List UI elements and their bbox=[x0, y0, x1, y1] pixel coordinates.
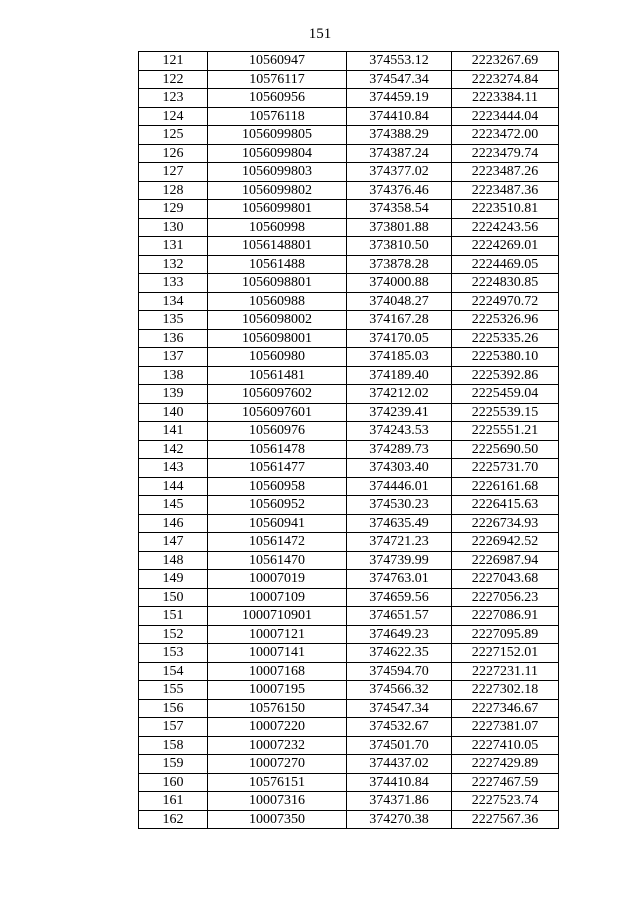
point-id-cell: 1056099804 bbox=[208, 144, 347, 163]
row-number-cell: 154 bbox=[139, 662, 208, 681]
y-coordinate-cell: 2225551.21 bbox=[452, 422, 559, 441]
x-coordinate-cell: 374410.84 bbox=[347, 773, 452, 792]
y-coordinate-cell: 2227095.89 bbox=[452, 625, 559, 644]
table-row bbox=[139, 348, 559, 367]
x-coordinate-cell: 374289.73 bbox=[347, 440, 452, 459]
x-coordinate-cell: 374659.56 bbox=[347, 588, 452, 607]
point-id-cell: 1056098801 bbox=[208, 274, 347, 293]
row-number-cell: 141 bbox=[139, 422, 208, 441]
x-coordinate-cell: 374239.41 bbox=[347, 403, 452, 422]
table-row bbox=[139, 89, 559, 108]
y-coordinate-cell: 2227467.59 bbox=[452, 773, 559, 792]
x-coordinate-cell: 374243.53 bbox=[347, 422, 452, 441]
row-number-cell: 161 bbox=[139, 792, 208, 811]
table-row bbox=[139, 237, 559, 256]
y-coordinate-cell: 2226161.68 bbox=[452, 477, 559, 496]
point-id-cell: 1056099805 bbox=[208, 126, 347, 145]
row-number-cell: 162 bbox=[139, 810, 208, 829]
y-coordinate-cell: 2227429.89 bbox=[452, 755, 559, 774]
y-coordinate-cell: 2227152.01 bbox=[452, 644, 559, 663]
table-row bbox=[139, 718, 559, 737]
table-row bbox=[139, 607, 559, 626]
point-id-cell: 1056148801 bbox=[208, 237, 347, 256]
point-id-cell: 10576150 bbox=[208, 699, 347, 718]
table-row bbox=[139, 792, 559, 811]
y-coordinate-cell: 2225731.70 bbox=[452, 459, 559, 478]
x-coordinate-cell: 374547.34 bbox=[347, 699, 452, 718]
point-id-cell: 10560956 bbox=[208, 89, 347, 108]
point-id-cell: 1056099801 bbox=[208, 200, 347, 219]
point-id-cell: 10560947 bbox=[208, 52, 347, 71]
y-coordinate-cell: 2225539.15 bbox=[452, 403, 559, 422]
row-number-cell: 146 bbox=[139, 514, 208, 533]
row-number-cell: 137 bbox=[139, 348, 208, 367]
y-coordinate-cell: 2227056.23 bbox=[452, 588, 559, 607]
x-coordinate-cell: 374377.02 bbox=[347, 163, 452, 182]
x-coordinate-cell: 374530.23 bbox=[347, 496, 452, 515]
table-row bbox=[139, 218, 559, 237]
y-coordinate-cell: 2225380.10 bbox=[452, 348, 559, 367]
row-number-cell: 131 bbox=[139, 237, 208, 256]
table-row bbox=[139, 274, 559, 293]
row-number-cell: 128 bbox=[139, 181, 208, 200]
row-number-cell: 138 bbox=[139, 366, 208, 385]
x-coordinate-cell: 374649.23 bbox=[347, 625, 452, 644]
row-number-cell: 123 bbox=[139, 89, 208, 108]
x-coordinate-cell: 374446.01 bbox=[347, 477, 452, 496]
x-coordinate-cell: 374553.12 bbox=[347, 52, 452, 71]
point-id-cell: 10560958 bbox=[208, 477, 347, 496]
x-coordinate-cell: 373878.28 bbox=[347, 255, 452, 274]
row-number-cell: 125 bbox=[139, 126, 208, 145]
row-number-cell: 160 bbox=[139, 773, 208, 792]
x-coordinate-cell: 374635.49 bbox=[347, 514, 452, 533]
point-id-cell: 10560941 bbox=[208, 514, 347, 533]
table-row bbox=[139, 440, 559, 459]
y-coordinate-cell: 2225326.96 bbox=[452, 311, 559, 330]
x-coordinate-cell: 374303.40 bbox=[347, 459, 452, 478]
table-row bbox=[139, 625, 559, 644]
row-number-cell: 135 bbox=[139, 311, 208, 330]
x-coordinate-cell: 374387.24 bbox=[347, 144, 452, 163]
y-coordinate-cell: 2227346.67 bbox=[452, 699, 559, 718]
table-row bbox=[139, 644, 559, 663]
row-number-cell: 139 bbox=[139, 385, 208, 404]
y-coordinate-cell: 2223510.81 bbox=[452, 200, 559, 219]
x-coordinate-cell: 374167.28 bbox=[347, 311, 452, 330]
x-coordinate-cell: 374371.86 bbox=[347, 792, 452, 811]
y-coordinate-cell: 2227043.68 bbox=[452, 570, 559, 589]
table-row bbox=[139, 70, 559, 89]
coordinates-table-body bbox=[139, 52, 559, 829]
table-row bbox=[139, 773, 559, 792]
point-id-cell: 10576117 bbox=[208, 70, 347, 89]
point-id-cell: 10007220 bbox=[208, 718, 347, 737]
x-coordinate-cell: 374437.02 bbox=[347, 755, 452, 774]
y-coordinate-cell: 2223479.74 bbox=[452, 144, 559, 163]
point-id-cell: 10560976 bbox=[208, 422, 347, 441]
row-number-cell: 145 bbox=[139, 496, 208, 515]
table-row bbox=[139, 810, 559, 829]
point-id-cell: 10561477 bbox=[208, 459, 347, 478]
x-coordinate-cell: 374651.57 bbox=[347, 607, 452, 626]
table-row bbox=[139, 292, 559, 311]
y-coordinate-cell: 2225690.50 bbox=[452, 440, 559, 459]
point-id-cell: 10007350 bbox=[208, 810, 347, 829]
row-number-cell: 156 bbox=[139, 699, 208, 718]
row-number-cell: 144 bbox=[139, 477, 208, 496]
x-coordinate-cell: 374532.67 bbox=[347, 718, 452, 737]
table-row bbox=[139, 570, 559, 589]
table-row bbox=[139, 662, 559, 681]
point-id-cell: 1056099802 bbox=[208, 181, 347, 200]
point-id-cell: 10560988 bbox=[208, 292, 347, 311]
table-row bbox=[139, 477, 559, 496]
table-row bbox=[139, 311, 559, 330]
point-id-cell: 10561470 bbox=[208, 551, 347, 570]
x-coordinate-cell: 374189.40 bbox=[347, 366, 452, 385]
y-coordinate-cell: 2227567.36 bbox=[452, 810, 559, 829]
table-row bbox=[139, 403, 559, 422]
x-coordinate-cell: 374594.70 bbox=[347, 662, 452, 681]
y-coordinate-cell: 2224830.85 bbox=[452, 274, 559, 293]
y-coordinate-cell: 2225459.04 bbox=[452, 385, 559, 404]
row-number-cell: 157 bbox=[139, 718, 208, 737]
y-coordinate-cell: 2224243.56 bbox=[452, 218, 559, 237]
row-number-cell: 150 bbox=[139, 588, 208, 607]
row-number-cell: 155 bbox=[139, 681, 208, 700]
point-id-cell: 10576118 bbox=[208, 107, 347, 126]
table-row bbox=[139, 107, 559, 126]
y-coordinate-cell: 2224469.05 bbox=[452, 255, 559, 274]
x-coordinate-cell: 374048.27 bbox=[347, 292, 452, 311]
point-id-cell: 10576151 bbox=[208, 773, 347, 792]
table-row bbox=[139, 588, 559, 607]
y-coordinate-cell: 2226415.63 bbox=[452, 496, 559, 515]
x-coordinate-cell: 374376.46 bbox=[347, 181, 452, 200]
y-coordinate-cell: 2223274.84 bbox=[452, 70, 559, 89]
row-number-cell: 133 bbox=[139, 274, 208, 293]
x-coordinate-cell: 374739.99 bbox=[347, 551, 452, 570]
row-number-cell: 121 bbox=[139, 52, 208, 71]
x-coordinate-cell: 374212.02 bbox=[347, 385, 452, 404]
point-id-cell: 1000710901 bbox=[208, 607, 347, 626]
table-row bbox=[139, 422, 559, 441]
y-coordinate-cell: 2224970.72 bbox=[452, 292, 559, 311]
point-id-cell: 10007121 bbox=[208, 625, 347, 644]
point-id-cell: 10561488 bbox=[208, 255, 347, 274]
table-row bbox=[139, 52, 559, 71]
y-coordinate-cell: 2227523.74 bbox=[452, 792, 559, 811]
point-id-cell: 10007232 bbox=[208, 736, 347, 755]
point-id-cell: 10007270 bbox=[208, 755, 347, 774]
y-coordinate-cell: 2223487.36 bbox=[452, 181, 559, 200]
point-id-cell: 1056097601 bbox=[208, 403, 347, 422]
table-row bbox=[139, 681, 559, 700]
row-number-cell: 149 bbox=[139, 570, 208, 589]
point-id-cell: 10561478 bbox=[208, 440, 347, 459]
x-coordinate-cell: 374501.70 bbox=[347, 736, 452, 755]
y-coordinate-cell: 2223444.04 bbox=[452, 107, 559, 126]
y-coordinate-cell: 2223384.11 bbox=[452, 89, 559, 108]
y-coordinate-cell: 2227086.91 bbox=[452, 607, 559, 626]
row-number-cell: 126 bbox=[139, 144, 208, 163]
x-coordinate-cell: 374270.38 bbox=[347, 810, 452, 829]
row-number-cell: 130 bbox=[139, 218, 208, 237]
point-id-cell: 1056098002 bbox=[208, 311, 347, 330]
y-coordinate-cell: 2226987.94 bbox=[452, 551, 559, 570]
x-coordinate-cell: 374763.01 bbox=[347, 570, 452, 589]
table-row bbox=[139, 551, 559, 570]
point-id-cell: 10007019 bbox=[208, 570, 347, 589]
row-number-cell: 159 bbox=[139, 755, 208, 774]
point-id-cell: 10560980 bbox=[208, 348, 347, 367]
y-coordinate-cell: 2224269.01 bbox=[452, 237, 559, 256]
x-coordinate-cell: 374547.34 bbox=[347, 70, 452, 89]
x-coordinate-cell: 374622.35 bbox=[347, 644, 452, 663]
row-number-cell: 127 bbox=[139, 163, 208, 182]
point-id-cell: 10560952 bbox=[208, 496, 347, 515]
x-coordinate-cell: 374410.84 bbox=[347, 107, 452, 126]
row-number-cell: 129 bbox=[139, 200, 208, 219]
table-row bbox=[139, 200, 559, 219]
point-id-cell: 10007316 bbox=[208, 792, 347, 811]
table-row bbox=[139, 163, 559, 182]
x-coordinate-cell: 374170.05 bbox=[347, 329, 452, 348]
x-coordinate-cell: 374185.03 bbox=[347, 348, 452, 367]
table-row bbox=[139, 329, 559, 348]
row-number-cell: 132 bbox=[139, 255, 208, 274]
point-id-cell: 10007141 bbox=[208, 644, 347, 663]
point-id-cell: 10560998 bbox=[208, 218, 347, 237]
y-coordinate-cell: 2223487.26 bbox=[452, 163, 559, 182]
table-row bbox=[139, 126, 559, 145]
point-id-cell: 1056098001 bbox=[208, 329, 347, 348]
y-coordinate-cell: 2226942.52 bbox=[452, 533, 559, 552]
table-row bbox=[139, 144, 559, 163]
coordinates-table bbox=[138, 51, 559, 829]
row-number-cell: 142 bbox=[139, 440, 208, 459]
row-number-cell: 124 bbox=[139, 107, 208, 126]
x-coordinate-cell: 374000.88 bbox=[347, 274, 452, 293]
point-id-cell: 10561472 bbox=[208, 533, 347, 552]
table-row bbox=[139, 459, 559, 478]
y-coordinate-cell: 2226734.93 bbox=[452, 514, 559, 533]
row-number-cell: 151 bbox=[139, 607, 208, 626]
y-coordinate-cell: 2227231.11 bbox=[452, 662, 559, 681]
point-id-cell: 1056099803 bbox=[208, 163, 347, 182]
page-number: 151 bbox=[308, 26, 332, 42]
row-number-cell: 143 bbox=[139, 459, 208, 478]
point-id-cell: 10007195 bbox=[208, 681, 347, 700]
row-number-cell: 152 bbox=[139, 625, 208, 644]
table-row bbox=[139, 496, 559, 515]
x-coordinate-cell: 374358.54 bbox=[347, 200, 452, 219]
table-row bbox=[139, 533, 559, 552]
point-id-cell: 10007168 bbox=[208, 662, 347, 681]
table-row bbox=[139, 255, 559, 274]
point-id-cell: 1056097602 bbox=[208, 385, 347, 404]
y-coordinate-cell: 2223267.69 bbox=[452, 52, 559, 71]
table-row bbox=[139, 385, 559, 404]
row-number-cell: 140 bbox=[139, 403, 208, 422]
row-number-cell: 136 bbox=[139, 329, 208, 348]
x-coordinate-cell: 374566.32 bbox=[347, 681, 452, 700]
point-id-cell: 10007109 bbox=[208, 588, 347, 607]
table-row bbox=[139, 755, 559, 774]
x-coordinate-cell: 374459.19 bbox=[347, 89, 452, 108]
x-coordinate-cell: 374721.23 bbox=[347, 533, 452, 552]
y-coordinate-cell: 2223472.00 bbox=[452, 126, 559, 145]
x-coordinate-cell: 373801.88 bbox=[347, 218, 452, 237]
y-coordinate-cell: 2225335.26 bbox=[452, 329, 559, 348]
x-coordinate-cell: 373810.50 bbox=[347, 237, 452, 256]
y-coordinate-cell: 2225392.86 bbox=[452, 366, 559, 385]
row-number-cell: 122 bbox=[139, 70, 208, 89]
row-number-cell: 158 bbox=[139, 736, 208, 755]
row-number-cell: 153 bbox=[139, 644, 208, 663]
table-row bbox=[139, 181, 559, 200]
y-coordinate-cell: 2227381.07 bbox=[452, 718, 559, 737]
row-number-cell: 134 bbox=[139, 292, 208, 311]
point-id-cell: 10561481 bbox=[208, 366, 347, 385]
row-number-cell: 148 bbox=[139, 551, 208, 570]
x-coordinate-cell: 374388.29 bbox=[347, 126, 452, 145]
y-coordinate-cell: 2227302.18 bbox=[452, 681, 559, 700]
row-number-cell: 147 bbox=[139, 533, 208, 552]
table-row bbox=[139, 736, 559, 755]
y-coordinate-cell: 2227410.05 bbox=[452, 736, 559, 755]
table-row bbox=[139, 514, 559, 533]
table-row bbox=[139, 699, 559, 718]
table-row bbox=[139, 366, 559, 385]
